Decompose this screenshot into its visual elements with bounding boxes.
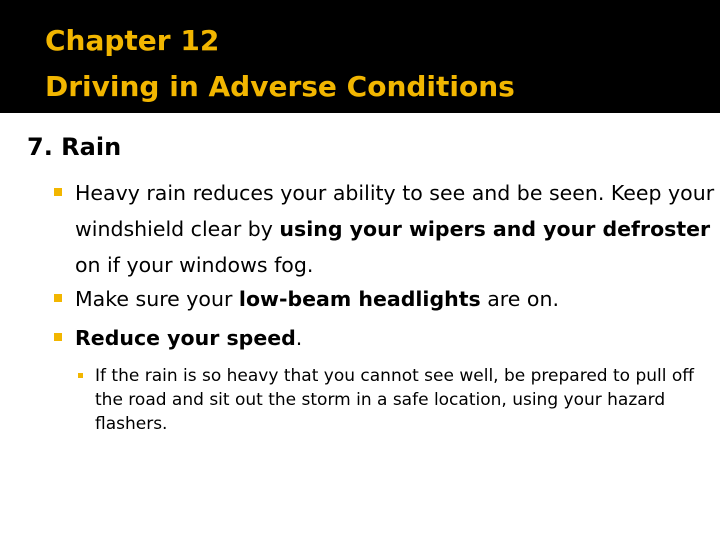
sub-bullet-item xyxy=(78,364,695,436)
section-heading: 7. Rain xyxy=(27,133,122,161)
bullet-text-bold: using your wipers and your defroster xyxy=(279,217,711,241)
bullet-text-bold: low-beam headlights xyxy=(238,287,481,311)
bullet-text xyxy=(75,320,715,356)
square-bullet-icon xyxy=(54,333,62,341)
bullet-text-part: . xyxy=(295,326,303,350)
slide-title-line-1: Chapter 12 xyxy=(45,24,220,57)
bullet-text xyxy=(75,281,715,317)
sub-bullet-text: If the rain is so heavy that you cannot see well, be prepared to pull off the road and sit out the storm in a safe location, using your hazard flashers. xyxy=(95,366,694,434)
title-bar xyxy=(0,0,720,113)
bullet-text-part: Make sure your xyxy=(75,287,239,311)
bullet-text-part: are on. xyxy=(480,287,559,311)
small-square-bullet-icon xyxy=(78,373,83,378)
bullet-item xyxy=(54,320,715,356)
square-bullet-icon xyxy=(54,188,62,196)
bullet-text-bold: Reduce your speed xyxy=(75,326,296,350)
bullet-item xyxy=(54,175,715,283)
bullet-text xyxy=(75,175,715,283)
square-bullet-icon xyxy=(54,294,62,302)
bullet-text-part: Heavy rain reduces your ability to see and be seen. Keep your windshield clear by xyxy=(75,181,715,241)
bullet-text-part: on if your windows fog. xyxy=(75,253,314,277)
bullet-item xyxy=(54,281,715,317)
slide-title-line-2: Driving in Adverse Conditions xyxy=(45,70,515,103)
